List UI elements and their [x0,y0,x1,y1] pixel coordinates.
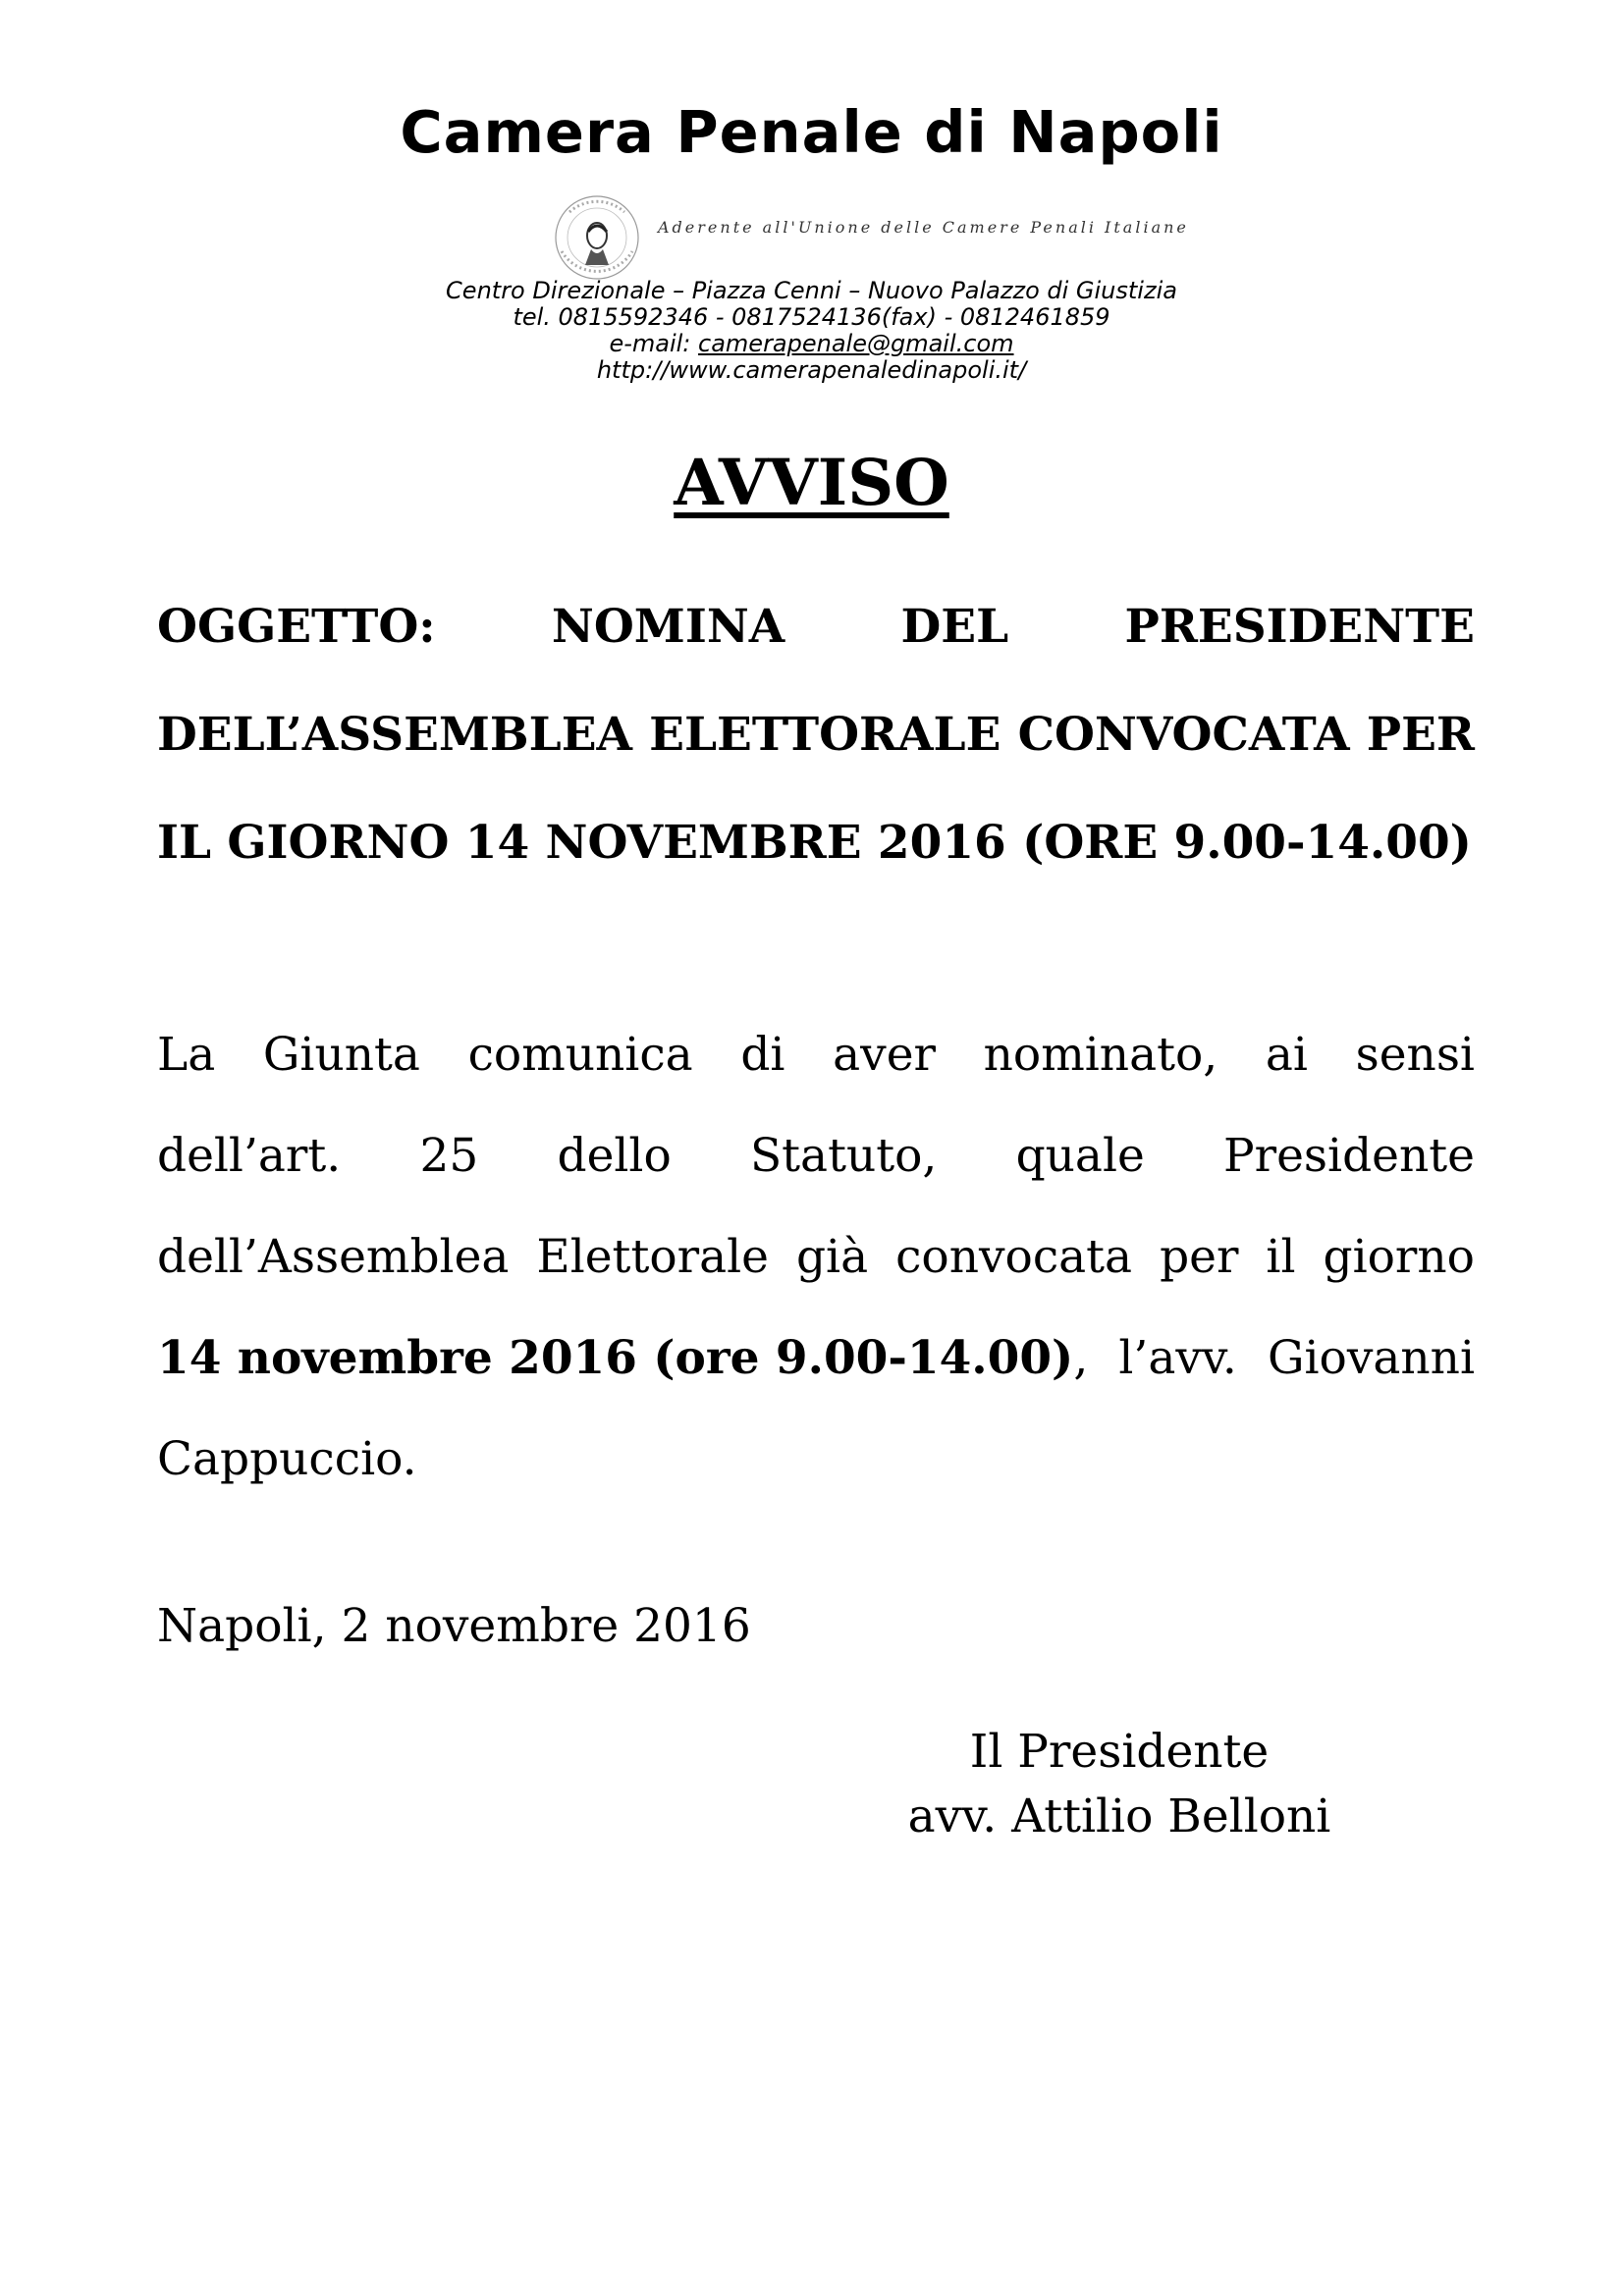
subject-word: ELETTORALE [649,708,1001,762]
subject-word: NOMINA [551,600,785,654]
email-link[interactable]: camerapenale@gmail.com [698,330,1014,357]
subject-word: PRESIDENTE [1124,600,1475,654]
seal-logo [540,192,654,283]
body-line-3 [157,1223,1475,1324]
body-word: per [1160,1230,1239,1284]
body-paragraph [157,1021,1475,1526]
body-word: ai [1265,1028,1308,1082]
body-word: , [1073,1331,1089,1385]
subject-word: DELL’ASSEMBLEA [157,708,632,762]
body-word: sensi [1355,1028,1475,1082]
subject-line-2 [157,701,1475,809]
body-word: dello [557,1129,672,1183]
body-word: quale [1015,1129,1145,1183]
subject-line-3: IL GIORNO 14 NOVEMBRE 2016 (ORE 9.00-14.00) [157,816,1472,870]
body-word: comunica [467,1028,693,1082]
body-line-5: Cappuccio. [157,1432,417,1486]
body-line-4 [157,1324,1475,1425]
body-word: Presidente [1223,1129,1475,1183]
body-word: dell’Assemblea [157,1230,510,1284]
subject-line-1 [157,593,1475,701]
meeting-date-bold: 14 novembre 2016 (ore 9.00-14.00) [157,1331,1074,1385]
body-word: già [795,1230,869,1284]
place-date: Napoli, 2 novembre 2016 [157,1599,751,1653]
body-word: 25 [419,1129,479,1183]
subject-word: DEL [900,600,1009,654]
body-word: il [1266,1230,1296,1284]
body-line-2 [157,1122,1475,1223]
body-word: giorno [1323,1230,1475,1284]
body-word: l’avv. [1118,1331,1237,1385]
body-word: nominato, [983,1028,1218,1082]
body-word: Elettorale [536,1230,769,1284]
body-word: La [157,1028,216,1082]
subject-block [157,593,1475,917]
email-line [0,331,1623,357]
subject-word: PER [1366,708,1475,762]
subject-word: OGGETTO: [157,600,436,654]
signer-title: Il Presidente [969,1725,1270,1779]
body-word: Statuto, [749,1129,938,1183]
body-word: convocata [895,1230,1133,1284]
phone-line: tel. 0815592346 - 0817524136(fax) - 0812461859 [513,303,1110,331]
body-line-4-start [157,1324,1088,1425]
signer-name: avv. Attilio Belloni [907,1789,1331,1843]
email-label: e-mail: [609,330,699,357]
website-link[interactable]: http://www.camerapenaledinapoli.it/ [596,356,1027,384]
notice-title: AVVISO [674,446,949,520]
body-word: Giunta [262,1028,420,1082]
body-word: aver [833,1028,936,1082]
body-word: di [740,1028,785,1082]
address-line: Centro Direzionale – Piazza Cenni – Nuovo Palazzo di Giustizia [446,277,1177,304]
subject-word: CONVOCATA [1017,708,1350,762]
signature-block [864,1720,1375,1849]
affiliation-line: Aderente all'Unione delle Camere Penali Italiane [658,218,1189,237]
body-word: dell’art. [157,1129,342,1183]
body-line-1 [157,1021,1475,1122]
organization-name: Camera Penale di Napoli [400,98,1223,166]
contact-block [0,278,1623,384]
body-word: Giovanni [1267,1331,1475,1385]
